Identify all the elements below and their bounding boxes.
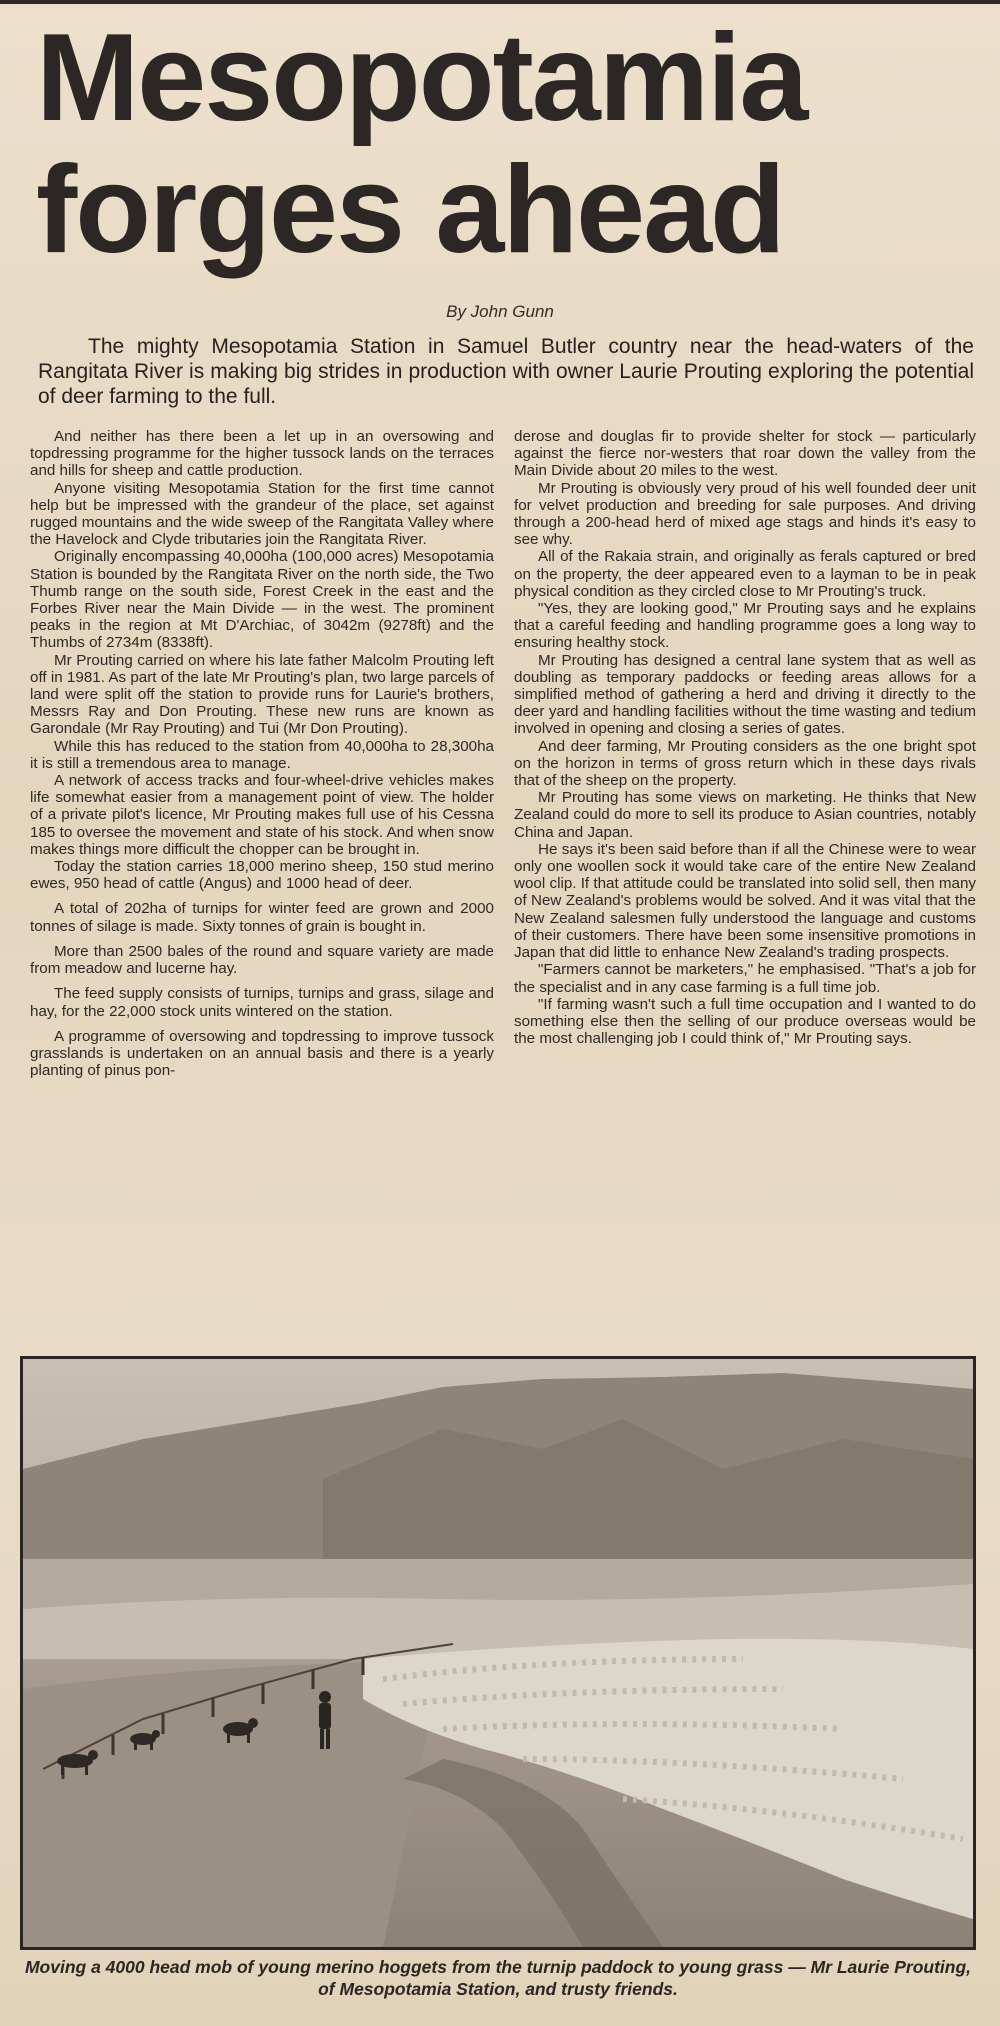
paragraph: "Farmers cannot be marketers," he emphasised. "That's a job for the specialist and in any case farming is a full time job. xyxy=(514,961,976,996)
top-rule xyxy=(0,0,1000,4)
paragraph: While this has reduced to the station from 40,000ha to 28,300ha it is still a tremendous area to manage. xyxy=(30,737,494,772)
headline-line-1: Mesopotamia xyxy=(36,9,807,147)
paragraph: Mr Prouting is obviously very proud of his well founded deer unit for velvet production and breeding for sale purposes. And driving through a 200-head herd of mixed age stags and hinds it's easy to see why. xyxy=(514,479,976,549)
headline xyxy=(36,9,976,279)
paragraph: And deer farming, Mr Prouting considers as the one bright spot on the horizon in terms of gross return which in these days rivals that of the sheep on the property. xyxy=(514,737,976,790)
paragraph: A total of 202ha of turnips for winter feed are grown and 2000 tonnes of silage is made. Sixty tonnes of grain is bought in. xyxy=(30,900,494,935)
paragraph: derose and douglas fir to provide shelter for stock — particularly against the fierce nor-westers that roar down the valley from the Main Divide about 20 miles to the west. xyxy=(514,428,976,480)
paragraph: All of the Rakaia strain, and originally as ferals captured or bred on the property, the deer appeared even to a layman to be in peak physical condition as they circled close to Mr Prouting's truck. xyxy=(514,548,976,600)
paragraph: "Yes, they are looking good," Mr Prouting says and he explains that a careful feeding and handling programme goes a long way to ensuring healthy stock. xyxy=(514,600,976,652)
paragraph: A programme of oversowing and topdressing to improve tussock grasslands is undertaken on an annual basis and there is a yearly planting of pinus pon- xyxy=(30,1027,494,1080)
paragraph: Mr Prouting has designed a central lane system that as well as doubling as temporary paddocks or feeding areas allows for a simplified method of gathering a herd and driving it directly to the deer yard and handling facilities without the time wasting and tedium involved in opening and closing a series of gates. xyxy=(514,651,976,738)
paragraph: Mr Prouting has some views on marketing. He thinks that New Zealand could do more to sell its produce to Asian countries, notably China and Japan. xyxy=(514,789,976,841)
byline: By John Gunn xyxy=(446,302,554,321)
paragraph: Mr Prouting carried on where his late father Malcolm Prouting left off in 1981. As part of the late Mr Prouting's plan, two large parcels of land were split off the station to provide runs for Laurie's brothers, Messrs Ray and Don Prouting. These new runs are known as Garondale (Mr Ray Prouting) and Tui (Mr Don Prouting). xyxy=(30,651,494,738)
photo-illustration xyxy=(23,1359,973,1947)
paragraph: A network of access tracks and four-wheel-drive vehicles makes life somewhat easier from a management point of view. The holder of a private pilot's licence, Mr Prouting makes full use of his Cessna 185 to oversee the movement and state of his stock. And when snow makes things more difficult the chopper can be brought in. xyxy=(30,772,494,858)
article-column-left xyxy=(30,428,494,1368)
paragraph: Today the station carries 18,000 merino sheep, 150 stud merino ewes, 950 head of cattle (Angus) and 1000 head of deer. xyxy=(30,858,494,893)
photo-caption: Moving a 4000 head mob of young merino hoggets from the turnip paddock to young grass — Mr Laurie Prouting, of Mesopotamia Station, and trusty friends. xyxy=(24,1957,972,1999)
paragraph: Anyone visiting Mesopotamia Station for the first time cannot help but be impressed with the grandeur of the place, set against rugged mountains and the wide sweep of the Rangitata Valley where the Havelock and Clyde tributaries join the Rangitata River. xyxy=(30,479,494,549)
paragraph: The feed supply consists of turnips, turnips and grass, silage and hay, for the 22,000 stock units wintered on the station. xyxy=(30,985,494,1020)
paragraph: And neither has there been a let up in an oversowing and topdressing programme for the higher tussock lands on the terraces and hills for sheep and cattle production. xyxy=(30,428,494,480)
paragraph: "If farming wasn't such a full time occupation and I wanted to do something else then the selling of our produce overseas would be the most challenging job I could think of," Mr Prouting says. xyxy=(514,995,976,1048)
article-column-right xyxy=(514,428,976,1368)
paragraph: He says it's been said before than if all the Chinese were to wear only one woollen sock it would take care of the entire New Zealand wool clip. If that attitude could be translated into solid sell, then many of New Zealand's problems would be solved. And it was vital that the New Zealand salesmen fully understood the language and customs of their customers. There have been some insensitive promotions in Japan that did little to enhance New Zealand's trading prospects. xyxy=(514,840,976,962)
standfirst: The mighty Mesopotamia Station in Samuel Butler country near the head-waters of the Rangitata River is making big strides in production with owner Laurie Prouting exploring the potential of deer farming to the full. xyxy=(38,335,974,408)
photo-sheep-mustering xyxy=(20,1356,976,1950)
paragraph: Originally encompassing 40,000ha (100,000 acres) Mesopotamia Station is bounded by the Rangitata River on the north side, the Two Thumb range on the south side, Forest Creek in the east and the Forbes River near the Main Divide — in the west. The prominent peaks in the region at Mt D'Archiac, of 3042m (9278ft) and the Thumbs of 2734m (8338ft). xyxy=(30,548,494,652)
paragraph: More than 2500 bales of the round and square variety are made from meadow and lucerne hay. xyxy=(30,942,494,978)
headline-line-2: forges ahead xyxy=(36,141,784,279)
